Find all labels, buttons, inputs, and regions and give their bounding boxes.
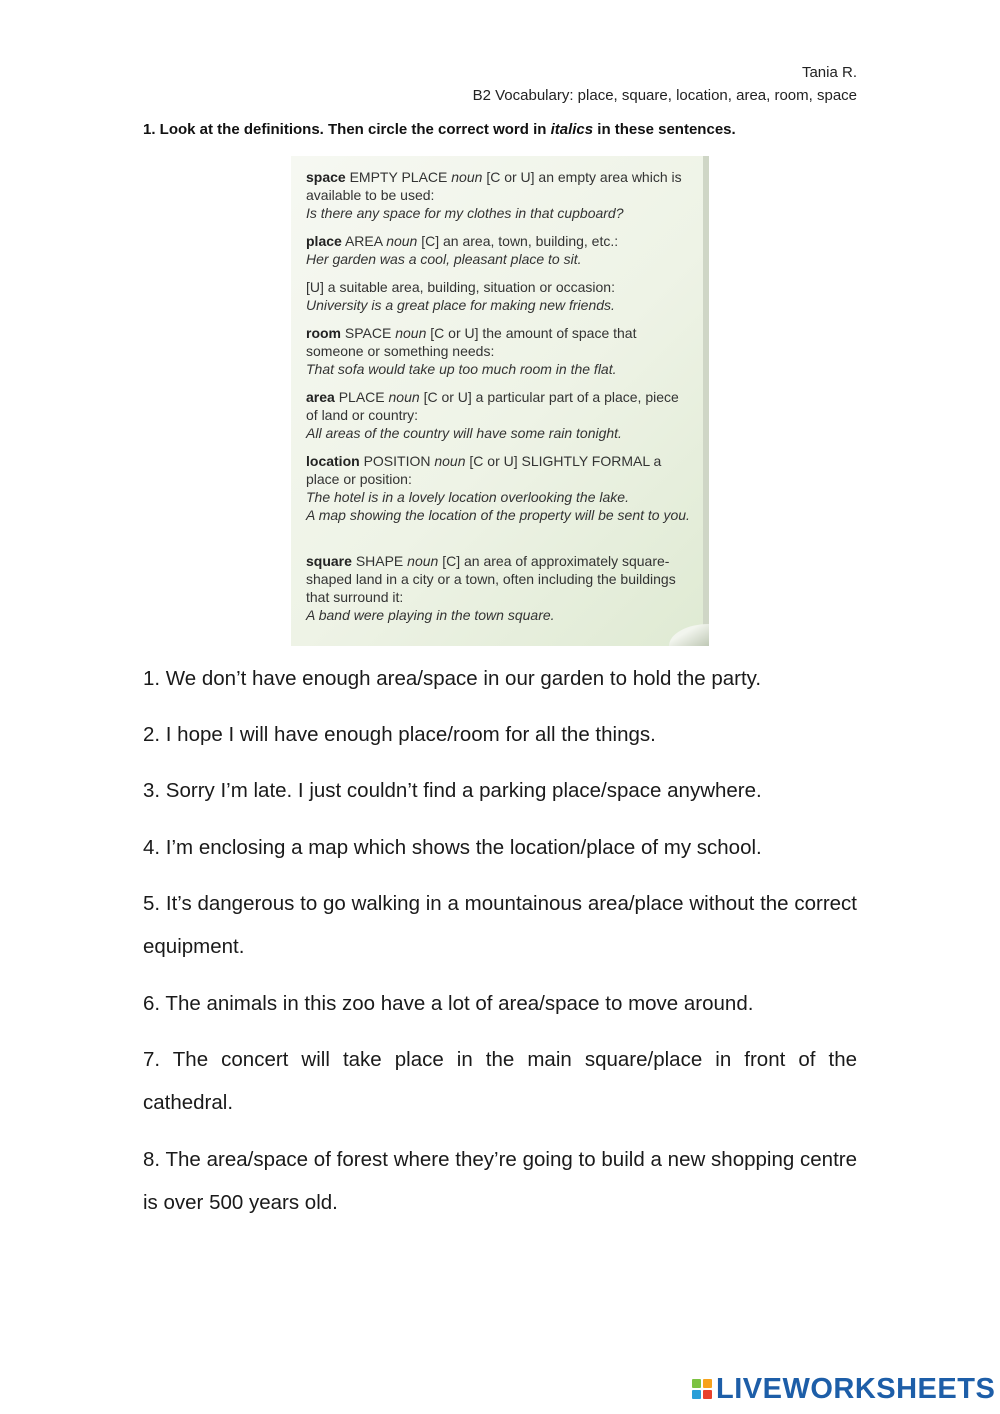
dictionary-entry-area: [306, 388, 691, 442]
example-sentence: University is a great place for making new friends.: [306, 297, 615, 313]
example-sentence: A band were playing in the town square.: [306, 607, 555, 623]
logo-block: [703, 1390, 712, 1399]
logo-block: [692, 1379, 701, 1388]
dictionary-definitions-box: [291, 156, 709, 646]
logo-blocks-icon: [692, 1379, 712, 1399]
sentence-3: 3. Sorry I’m late. I just couldn’t find a parking place/space anywhere.: [143, 779, 762, 802]
page-curl-decoration: [669, 624, 709, 646]
headword: space: [306, 169, 346, 185]
exercise-instruction: [143, 121, 736, 138]
definition-text: [U] a suitable area, building, situation or occasion:: [306, 279, 615, 295]
logo-block: [692, 1390, 701, 1399]
example-sentence: That sofa would take up too much room in the flat.: [306, 361, 617, 377]
sentence-8: 8. The area/space of forest where they’re going to build a new shopping centre is over 500 years old.: [143, 1148, 857, 1214]
sentence-4: 4. I’m enclosing a map which shows the location/place of my school.: [143, 836, 762, 859]
sentence-7: 7. The concert will take place in the main square/place in front of the cathedral.: [143, 1048, 857, 1114]
definition-text: [C or U] a particular part of a place, piece of land or country:: [306, 389, 679, 423]
definition-text: [C] an area, town, building, etc.:: [421, 233, 619, 249]
dictionary-entry-room: [306, 324, 691, 378]
part-of-speech: noun: [388, 389, 420, 405]
dictionary-entry-place: [306, 232, 691, 268]
sense-label: SPACE: [344, 325, 392, 341]
definition-text: [C or U] the amount of space that someone or something needs:: [306, 325, 637, 359]
example-sentence: Her garden was a cool, pleasant place to sit.: [306, 251, 582, 267]
headword: room: [306, 325, 341, 341]
dictionary-entry-space: [306, 168, 691, 222]
part-of-speech: noun: [395, 325, 427, 341]
sentence-5: 5. It’s dangerous to go walking in a mountainous area/place without the correct equipment.: [143, 892, 857, 958]
logo-text: LIVEWORKSHEETS: [716, 1372, 996, 1405]
part-of-speech: noun: [386, 233, 418, 249]
example-sentence: Is there any space for my clothes in that cupboard?: [306, 205, 624, 221]
part-of-speech: noun: [451, 169, 483, 185]
headword: square: [306, 553, 352, 569]
liveworksheets-logo: [692, 1374, 995, 1404]
sense-label: EMPTY PLACE: [349, 169, 448, 185]
dictionary-entry-location: [306, 452, 691, 524]
example-sentence: The hotel is in a lovely location overlooking the lake.: [306, 489, 629, 505]
logo-block: [703, 1379, 712, 1388]
headword: location: [306, 453, 360, 469]
example-sentence: All areas of the country will have some rain tonight.: [306, 425, 622, 441]
part-of-speech: noun: [434, 453, 466, 469]
dictionary-entry-square: [306, 552, 691, 624]
instruction-text-start: 1. Look at the definitions. Then circle the correct word in: [143, 121, 551, 138]
sentence-2: 2. I hope I will have enough place/room for all the things.: [143, 723, 656, 746]
instruction-text-end: in these sentences.: [593, 121, 736, 138]
sense-label: POSITION: [363, 453, 431, 469]
headword: place: [306, 233, 342, 249]
sense-label: AREA: [344, 233, 383, 249]
sentence-6: 6. The animals in this zoo have a lot of area/space to move around.: [143, 992, 754, 1015]
headword: area: [306, 389, 335, 405]
definition-text: [C or U] SLIGHTLY FORMAL a place or position:: [306, 453, 662, 487]
dictionary-entry-place-sense-2: [306, 278, 691, 314]
instruction-italic-word: italics: [550, 121, 594, 138]
definition-text: [C or U] an empty area which is available to be used:: [306, 169, 682, 203]
sentence-1: 1. We don’t have enough area/space in our garden to hold the party.: [143, 667, 762, 690]
worksheet-subtitle: B2 Vocabulary: place, square, location, area, room, space: [472, 87, 857, 104]
example-sentence: A map showing the location of the property will be sent to you.: [306, 507, 690, 523]
sense-label: PLACE: [338, 389, 385, 405]
sense-label: SHAPE: [355, 553, 404, 569]
part-of-speech: noun: [407, 553, 439, 569]
author-name: Tania R.: [801, 64, 857, 81]
definition-text: [C] an area of approximately square-shaped land in a city or a town, often including the buildings that surround it:: [306, 553, 676, 605]
document-header: [473, 61, 857, 107]
